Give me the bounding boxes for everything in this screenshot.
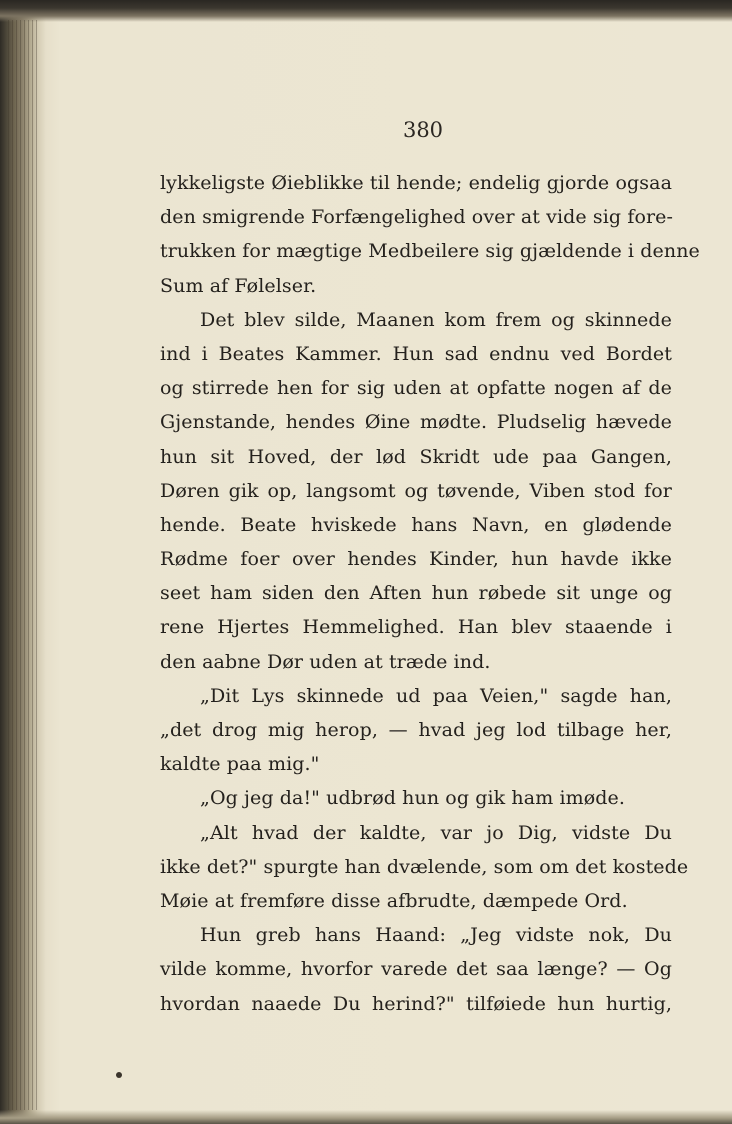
- text-line: „Dit Lys skinnede ud paa Veien," sagde han,: [200, 684, 672, 707]
- text-line: lykkeligste Øieblikke til hende; endelig gjorde ogsaa: [160, 172, 672, 194]
- text-line: Døren gik op, langsomt og tøvende, Viben stod for: [160, 479, 672, 502]
- text-line: rene Hjertes Hemmelighed. Han blev staaende i: [160, 616, 672, 639]
- text-line: Hun greb hans Haand: „Jeg vidste nok, Du: [200, 924, 672, 947]
- text-line: hende. Beate hviskede hans Navn, en glødende: [160, 513, 672, 536]
- text-line: vilde komme, hvorfor varede det saa længe? — Og: [160, 958, 672, 981]
- page: [42, 14, 732, 1114]
- text-line: trukken for mægtige Medbeilere sig gjældende i denne: [160, 240, 700, 263]
- text-line: seet ham siden den Aften hun røbede sit unge og: [160, 582, 672, 605]
- text-line: Det blev silde, Maanen kom frem og skinnede: [200, 308, 672, 331]
- text-line: ikke det?" spurgte han dvælende, som om det kostede: [160, 855, 689, 878]
- text-line: den smigrende Forfængelighed over at vide sig fore-: [160, 206, 674, 229]
- text-line: den aabne Dør uden at træde ind.: [160, 650, 491, 673]
- text-line: Rødme foer over hendes Kinder, hun havde ikke: [160, 548, 672, 571]
- text-line: ind i Beates Kammer. Hun sad endnu ved Bordet: [160, 342, 672, 365]
- text-line: Sum af Følelser.: [160, 274, 317, 297]
- page-number: 380: [402, 118, 444, 142]
- text-line: Gjenstande, hendes Øine mødte. Pludselig hævede: [160, 411, 672, 434]
- text-line: hvordan naaede Du herind?" tilføiede hun hurtig,: [160, 992, 672, 1015]
- text-line: hun sit Hoved, der lød Skridt ude paa Gangen,: [160, 445, 672, 468]
- text-line: „Og jeg da!" udbrød hun og gik ham imøde.: [200, 787, 626, 810]
- text-line: „det drog mig herop, — hvad jeg lod tilbage her,: [160, 719, 672, 741]
- text-line: kaldte paa mig.": [160, 753, 320, 776]
- text-line: Møie at fremføre disse afbrudte, dæmpede Ord.: [160, 889, 628, 912]
- text-line: „Alt hvad der kaldte, var jo Dig, vidste Du: [200, 821, 672, 844]
- text-line: og stirrede hen for sig uden at opfatte nogen af de: [160, 377, 672, 400]
- book-spine-edge: [8, 20, 38, 1110]
- ink-spot: [116, 1072, 122, 1078]
- body-text: [160, 166, 700, 1021]
